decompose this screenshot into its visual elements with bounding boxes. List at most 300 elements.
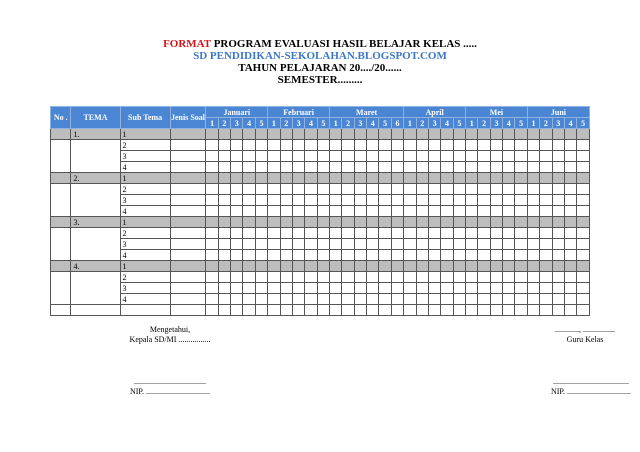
cell-week[interactable] (206, 228, 218, 239)
cell-week[interactable] (552, 294, 564, 305)
cell-tema[interactable] (71, 228, 120, 261)
cell-week[interactable] (404, 206, 416, 217)
cell-week[interactable] (367, 283, 379, 294)
cell-week[interactable] (354, 283, 366, 294)
cell-week[interactable] (503, 162, 515, 173)
cell-week[interactable] (478, 283, 490, 294)
cell-week[interactable] (391, 250, 403, 261)
cell-week[interactable] (441, 272, 453, 283)
cell-week[interactable] (478, 140, 490, 151)
cell-week[interactable] (280, 162, 292, 173)
cell-week[interactable] (466, 294, 478, 305)
cell-week[interactable] (231, 294, 243, 305)
cell-week[interactable] (379, 206, 391, 217)
cell-empty[interactable] (206, 305, 218, 316)
cell-week[interactable] (268, 272, 280, 283)
cell-week[interactable] (391, 239, 403, 250)
cell-week[interactable] (503, 250, 515, 261)
cell-week[interactable] (330, 151, 342, 162)
cell-week[interactable] (268, 195, 280, 206)
cell-week[interactable] (379, 140, 391, 151)
cell-week[interactable] (317, 195, 329, 206)
cell-week[interactable] (503, 129, 515, 140)
cell-week[interactable] (466, 129, 478, 140)
cell-week[interactable] (218, 294, 230, 305)
cell-week[interactable] (280, 261, 292, 272)
cell-week[interactable] (231, 250, 243, 261)
cell-week[interactable] (367, 173, 379, 184)
cell-week[interactable] (428, 184, 440, 195)
cell-week[interactable] (305, 162, 317, 173)
cell-week[interactable] (342, 206, 354, 217)
cell-week[interactable] (379, 239, 391, 250)
cell-jenis-soal[interactable] (170, 250, 206, 261)
cell-week[interactable] (540, 261, 552, 272)
cell-week[interactable] (292, 217, 304, 228)
cell-week[interactable] (292, 129, 304, 140)
cell-week[interactable] (416, 261, 428, 272)
cell-week[interactable] (255, 250, 267, 261)
cell-week[interactable] (268, 261, 280, 272)
cell-week[interactable] (391, 261, 403, 272)
cell-week[interactable] (515, 294, 527, 305)
cell-week[interactable] (478, 184, 490, 195)
cell-week[interactable] (441, 151, 453, 162)
cell-week[interactable] (404, 217, 416, 228)
cell-week[interactable] (466, 239, 478, 250)
cell-week[interactable] (342, 129, 354, 140)
cell-week[interactable] (305, 206, 317, 217)
cell-week[interactable] (379, 195, 391, 206)
cell-week[interactable] (564, 140, 576, 151)
cell-week[interactable] (503, 195, 515, 206)
cell-week[interactable] (280, 173, 292, 184)
cell-week[interactable] (305, 173, 317, 184)
cell-week[interactable] (330, 272, 342, 283)
cell-week[interactable] (503, 239, 515, 250)
cell-week[interactable] (428, 261, 440, 272)
cell-week[interactable] (540, 151, 552, 162)
cell-week[interactable] (354, 228, 366, 239)
cell-week[interactable] (503, 228, 515, 239)
cell-week[interactable] (243, 173, 255, 184)
cell-week[interactable] (478, 239, 490, 250)
cell-week[interactable] (292, 173, 304, 184)
cell-week[interactable] (255, 294, 267, 305)
cell-week[interactable] (243, 162, 255, 173)
cell-week[interactable] (478, 151, 490, 162)
cell-week[interactable] (330, 228, 342, 239)
cell-week[interactable] (527, 272, 539, 283)
cell-jenis-soal[interactable] (170, 195, 206, 206)
cell-week[interactable] (577, 294, 590, 305)
cell-empty[interactable] (317, 305, 329, 316)
cell-week[interactable] (367, 184, 379, 195)
cell-week[interactable] (428, 151, 440, 162)
cell-empty[interactable] (305, 305, 317, 316)
cell-week[interactable] (441, 217, 453, 228)
cell-week[interactable] (206, 129, 218, 140)
cell-week[interactable] (441, 173, 453, 184)
cell-week[interactable] (540, 239, 552, 250)
cell-week[interactable] (577, 129, 590, 140)
cell-week[interactable] (391, 217, 403, 228)
cell-week[interactable] (342, 283, 354, 294)
cell-week[interactable] (540, 283, 552, 294)
cell-week[interactable] (292, 195, 304, 206)
cell-week[interactable] (540, 294, 552, 305)
cell-no[interactable] (51, 217, 71, 228)
cell-week[interactable] (330, 162, 342, 173)
cell-week[interactable] (515, 272, 527, 283)
cell-week[interactable] (466, 206, 478, 217)
cell-week[interactable] (280, 228, 292, 239)
cell-week[interactable] (416, 184, 428, 195)
cell-week[interactable] (503, 206, 515, 217)
cell-week[interactable] (577, 173, 590, 184)
cell-week[interactable] (416, 129, 428, 140)
cell-week[interactable] (564, 206, 576, 217)
cell-week[interactable] (564, 272, 576, 283)
cell-week[interactable] (441, 206, 453, 217)
cell-week[interactable] (255, 228, 267, 239)
cell-jenis-soal[interactable] (170, 151, 206, 162)
cell-week[interactable] (255, 173, 267, 184)
cell-week[interactable] (478, 272, 490, 283)
cell-week[interactable] (330, 261, 342, 272)
cell-week[interactable] (218, 206, 230, 217)
cell-week[interactable] (305, 283, 317, 294)
cell-jenis-soal[interactable] (170, 228, 206, 239)
cell-week[interactable] (577, 250, 590, 261)
cell-empty[interactable] (120, 305, 170, 316)
cell-week[interactable] (206, 250, 218, 261)
cell-week[interactable] (391, 206, 403, 217)
cell-week[interactable] (317, 283, 329, 294)
cell-week[interactable] (564, 129, 576, 140)
cell-week[interactable] (280, 151, 292, 162)
cell-week[interactable] (292, 162, 304, 173)
cell-empty[interactable] (490, 305, 502, 316)
cell-week[interactable] (317, 162, 329, 173)
cell-week[interactable] (379, 173, 391, 184)
cell-week[interactable] (577, 151, 590, 162)
cell-week[interactable] (478, 294, 490, 305)
cell-week[interactable] (268, 129, 280, 140)
cell-week[interactable] (527, 173, 539, 184)
cell-week[interactable] (206, 206, 218, 217)
cell-week[interactable] (305, 250, 317, 261)
cell-week[interactable] (416, 140, 428, 151)
cell-week[interactable] (416, 206, 428, 217)
cell-week[interactable] (466, 151, 478, 162)
cell-week[interactable] (416, 195, 428, 206)
cell-week[interactable] (305, 217, 317, 228)
cell-week[interactable] (552, 140, 564, 151)
cell-week[interactable] (367, 206, 379, 217)
cell-week[interactable] (218, 195, 230, 206)
cell-week[interactable] (428, 228, 440, 239)
cell-week[interactable] (292, 140, 304, 151)
cell-week[interactable] (466, 173, 478, 184)
cell-week[interactable] (515, 195, 527, 206)
cell-week[interactable] (404, 272, 416, 283)
cell-week[interactable] (478, 162, 490, 173)
cell-week[interactable] (231, 140, 243, 151)
cell-week[interactable] (404, 261, 416, 272)
cell-week[interactable] (540, 195, 552, 206)
cell-week[interactable] (577, 261, 590, 272)
cell-week[interactable] (527, 129, 539, 140)
cell-week[interactable] (428, 272, 440, 283)
cell-week[interactable] (466, 272, 478, 283)
cell-week[interactable] (564, 283, 576, 294)
cell-week[interactable] (231, 217, 243, 228)
cell-week[interactable] (218, 239, 230, 250)
cell-week[interactable] (441, 129, 453, 140)
cell-week[interactable] (441, 250, 453, 261)
cell-week[interactable] (317, 294, 329, 305)
cell-week[interactable] (404, 195, 416, 206)
cell-week[interactable] (552, 283, 564, 294)
cell-week[interactable] (490, 195, 502, 206)
cell-week[interactable] (218, 173, 230, 184)
cell-week[interactable] (466, 140, 478, 151)
cell-week[interactable] (268, 173, 280, 184)
cell-empty[interactable] (466, 305, 478, 316)
cell-week[interactable] (428, 140, 440, 151)
cell-week[interactable] (317, 151, 329, 162)
cell-week[interactable] (255, 151, 267, 162)
cell-week[interactable] (231, 206, 243, 217)
cell-week[interactable] (428, 162, 440, 173)
cell-week[interactable] (404, 239, 416, 250)
cell-week[interactable] (206, 162, 218, 173)
cell-week[interactable] (564, 151, 576, 162)
cell-week[interactable] (379, 250, 391, 261)
cell-jenis-soal[interactable] (170, 294, 206, 305)
cell-week[interactable] (466, 184, 478, 195)
cell-week[interactable] (527, 140, 539, 151)
cell-week[interactable] (280, 239, 292, 250)
cell-week[interactable] (416, 272, 428, 283)
cell-week[interactable] (453, 173, 465, 184)
cell-week[interactable] (268, 151, 280, 162)
cell-week[interactable] (305, 228, 317, 239)
cell-jenis-soal[interactable] (170, 162, 206, 173)
cell-week[interactable] (305, 129, 317, 140)
cell-week[interactable] (231, 184, 243, 195)
cell-week[interactable] (317, 228, 329, 239)
cell-week[interactable] (515, 140, 527, 151)
cell-week[interactable] (453, 272, 465, 283)
cell-empty[interactable] (478, 305, 490, 316)
cell-week[interactable] (577, 195, 590, 206)
cell-week[interactable] (367, 228, 379, 239)
cell-week[interactable] (527, 250, 539, 261)
cell-week[interactable] (428, 250, 440, 261)
cell-week[interactable] (503, 294, 515, 305)
cell-week[interactable] (503, 283, 515, 294)
cell-week[interactable] (527, 195, 539, 206)
cell-week[interactable] (490, 217, 502, 228)
cell-week[interactable] (515, 217, 527, 228)
cell-week[interactable] (404, 228, 416, 239)
cell-week[interactable] (218, 250, 230, 261)
cell-week[interactable] (342, 217, 354, 228)
cell-week[interactable] (317, 140, 329, 151)
cell-week[interactable] (527, 162, 539, 173)
cell-empty[interactable] (564, 305, 576, 316)
cell-week[interactable] (577, 283, 590, 294)
cell-week[interactable] (330, 129, 342, 140)
cell-week[interactable] (564, 195, 576, 206)
cell-week[interactable] (243, 217, 255, 228)
cell-week[interactable] (540, 228, 552, 239)
cell-week[interactable] (292, 283, 304, 294)
cell-week[interactable] (305, 294, 317, 305)
cell-week[interactable] (577, 217, 590, 228)
cell-week[interactable] (577, 228, 590, 239)
cell-week[interactable] (379, 261, 391, 272)
cell-week[interactable] (441, 228, 453, 239)
cell-week[interactable] (218, 140, 230, 151)
cell-week[interactable] (478, 206, 490, 217)
cell-week[interactable] (342, 184, 354, 195)
cell-week[interactable] (478, 217, 490, 228)
cell-week[interactable] (218, 151, 230, 162)
cell-week[interactable] (218, 261, 230, 272)
cell-week[interactable] (564, 250, 576, 261)
cell-week[interactable] (218, 184, 230, 195)
cell-empty[interactable] (342, 305, 354, 316)
cell-week[interactable] (453, 239, 465, 250)
cell-week[interactable] (416, 173, 428, 184)
cell-week[interactable] (354, 239, 366, 250)
cell-week[interactable] (218, 162, 230, 173)
cell-week[interactable] (453, 228, 465, 239)
cell-empty[interactable] (527, 305, 539, 316)
cell-week[interactable] (453, 140, 465, 151)
cell-week[interactable] (367, 272, 379, 283)
cell-week[interactable] (552, 250, 564, 261)
cell-week[interactable] (552, 239, 564, 250)
cell-week[interactable] (305, 140, 317, 151)
cell-week[interactable] (342, 162, 354, 173)
cell-week[interactable] (503, 217, 515, 228)
cell-week[interactable] (466, 250, 478, 261)
cell-week[interactable] (243, 283, 255, 294)
cell-week[interactable] (527, 184, 539, 195)
cell-week[interactable] (404, 129, 416, 140)
cell-week[interactable] (243, 151, 255, 162)
cell-week[interactable] (527, 228, 539, 239)
cell-empty[interactable] (552, 305, 564, 316)
cell-week[interactable] (243, 129, 255, 140)
cell-week[interactable] (330, 250, 342, 261)
cell-week[interactable] (540, 184, 552, 195)
cell-week[interactable] (515, 151, 527, 162)
cell-week[interactable] (527, 151, 539, 162)
cell-week[interactable] (428, 195, 440, 206)
cell-week[interactable] (342, 261, 354, 272)
cell-week[interactable] (564, 261, 576, 272)
cell-week[interactable] (490, 294, 502, 305)
cell-week[interactable] (292, 272, 304, 283)
cell-week[interactable] (503, 151, 515, 162)
cell-week[interactable] (391, 195, 403, 206)
cell-week[interactable] (478, 228, 490, 239)
cell-week[interactable] (503, 272, 515, 283)
cell-week[interactable] (527, 239, 539, 250)
cell-empty[interactable] (503, 305, 515, 316)
cell-week[interactable] (292, 250, 304, 261)
cell-week[interactable] (428, 217, 440, 228)
cell-week[interactable] (416, 250, 428, 261)
cell-week[interactable] (280, 250, 292, 261)
cell-week[interactable] (367, 239, 379, 250)
cell-week[interactable] (552, 272, 564, 283)
cell-week[interactable] (218, 129, 230, 140)
cell-week[interactable] (206, 272, 218, 283)
cell-week[interactable] (515, 283, 527, 294)
cell-week[interactable] (466, 195, 478, 206)
cell-week[interactable] (416, 228, 428, 239)
cell-week[interactable] (268, 250, 280, 261)
cell-week[interactable] (206, 294, 218, 305)
cell-week[interactable] (441, 162, 453, 173)
cell-week[interactable] (577, 140, 590, 151)
cell-empty[interactable] (515, 305, 527, 316)
cell-week[interactable] (292, 184, 304, 195)
cell-week[interactable] (552, 173, 564, 184)
cell-jenis-soal[interactable] (170, 173, 206, 184)
cell-week[interactable] (268, 162, 280, 173)
cell-week[interactable] (342, 195, 354, 206)
cell-week[interactable] (330, 217, 342, 228)
cell-week[interactable] (564, 217, 576, 228)
cell-week[interactable] (231, 162, 243, 173)
cell-week[interactable] (218, 283, 230, 294)
cell-week[interactable] (268, 184, 280, 195)
cell-week[interactable] (453, 283, 465, 294)
cell-week[interactable] (330, 239, 342, 250)
cell-week[interactable] (527, 206, 539, 217)
cell-week[interactable] (453, 184, 465, 195)
cell-week[interactable] (540, 173, 552, 184)
cell-tema[interactable] (71, 184, 120, 217)
cell-jenis-soal[interactable] (170, 129, 206, 140)
cell-week[interactable] (231, 195, 243, 206)
cell-week[interactable] (367, 162, 379, 173)
cell-week[interactable] (490, 283, 502, 294)
cell-week[interactable] (441, 195, 453, 206)
cell-week[interactable] (428, 129, 440, 140)
cell-week[interactable] (490, 162, 502, 173)
cell-empty[interactable] (218, 305, 230, 316)
cell-week[interactable] (428, 206, 440, 217)
cell-week[interactable] (515, 261, 527, 272)
cell-week[interactable] (243, 250, 255, 261)
cell-week[interactable] (416, 239, 428, 250)
cell-week[interactable] (354, 151, 366, 162)
cell-week[interactable] (243, 261, 255, 272)
cell-no[interactable] (51, 272, 71, 305)
cell-week[interactable] (552, 228, 564, 239)
cell-week[interactable] (490, 129, 502, 140)
cell-week[interactable] (490, 250, 502, 261)
cell-week[interactable] (404, 162, 416, 173)
